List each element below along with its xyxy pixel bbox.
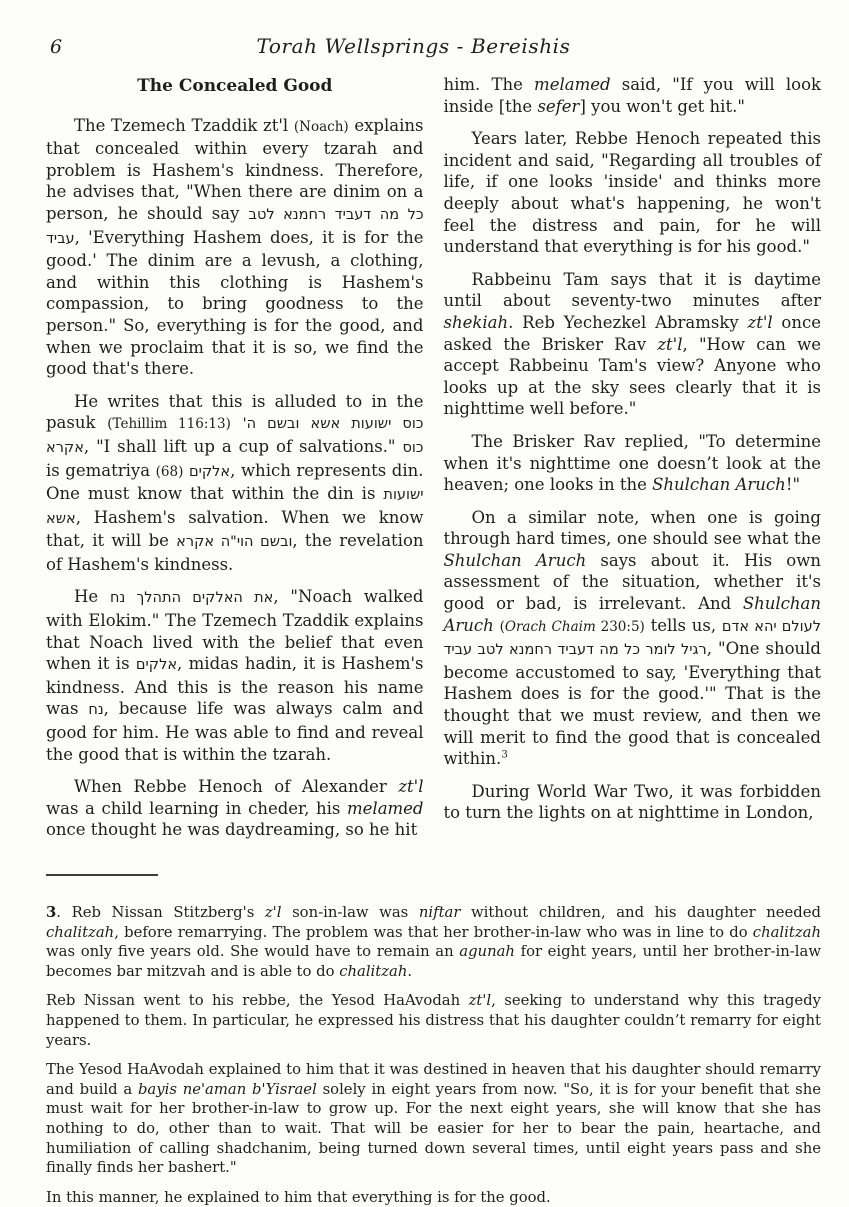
right-column-paragraphs (444, 74, 822, 824)
left-column (46, 74, 424, 852)
styled-text: Orach Chaim (504, 618, 596, 635)
styled-text: 230:5) (595, 618, 645, 635)
footnotes-section (46, 874, 821, 1207)
styled-text: (Noach) (293, 118, 349, 135)
footnote-paragraphs (46, 903, 821, 1207)
paragraph: The Tzemech Tzaddik zt'l (Noach) explains that concealed within every tzarah and problem is Hashem's kindness. Therefore, he advises that, "When there are dinim on a person, he should say כל מה דעביד רחמנא לטב עביד, 'Everything Hashem does, it is for the good.' The dinim are a levush, a clothing, and within this clothing is Hashem's compassion, to bring goodness to the person." So, everything is for the good, and when we proclaim that it is so, we find the good that's there. (46, 115, 424, 379)
styled-text: bayis ne'aman b'Yisrael (137, 1080, 317, 1098)
paragraph: During World War Two, it was forbidden to turn the lights on at nighttime in London, (443, 781, 821, 823)
footnote-separator (46, 874, 158, 876)
styled-text: ( (499, 618, 505, 635)
book-title: Torah Wellsprings - Bereishis (256, 34, 571, 58)
hebrew-text: ובשם הוי"ה אקרא (176, 534, 293, 551)
styled-text: z'l (264, 904, 282, 921)
text-columns (46, 74, 821, 852)
styled-text: zt'l (398, 777, 424, 797)
paragraph: Rabbeinu Tam says that it is daytime until about seventy-two minutes after shekiah. Reb Yechezkel Abramsky zt'l once asked the Brisker Rav zt'l, "How can we accept Rabbeinu Tam's view? Anyone who looks up at the sky sees clearly that it is nighttime well before." (443, 269, 822, 419)
paragraph: When Rebbe Henoch of Alexander zt'l was a child learning in cheder, his melamed once thought he was daydreaming, so he hit (46, 777, 424, 840)
styled-text: chalitzah (752, 923, 821, 941)
left-column-paragraphs (46, 115, 424, 841)
hebrew-text: נח (88, 702, 104, 719)
hebrew-text: כל מה דעביד רחמנא לטב עביד (46, 206, 424, 247)
hebrew-text: לעולם יהא אדם רגיל לומר כל מה דעביד רחמנא לטב עביד (443, 618, 821, 659)
page-header (46, 34, 821, 64)
right-column (444, 74, 822, 852)
section-heading: The Concealed Good (137, 76, 333, 96)
hebrew-text: כוס ישועות אשא ובשם ה' אקרא (46, 416, 424, 456)
paragraph: The Yesod HaAvodah explained to him that it was destined in heaven that his daughter should remarry and build a bayis ne'aman b'Yisrael solely in eight years from now. "So, it is for your benefit that she must wait for her brother-in-law to grow up. For the next eight years, she will know that she has nothing to do, other than to wait. That will be easier for her to bear the pain, heartache, and humiliation of calling shadchanim, being turned down several times, until eight years pass and she finally finds her bashert." (46, 1061, 821, 1177)
paragraph: Reb Nissan went to his rebbe, the Yesod HaAvodah zt'l, seeking to understand why this tragedy happened to them. In particular, he expressed his distress that his daughter couldn’t remarry for eight years. (46, 992, 821, 1049)
styled-text: zt'l (747, 312, 773, 332)
styled-text: agunah (459, 943, 515, 961)
hebrew-text: את האלקים התהלך נח (110, 590, 274, 607)
styled-text: Shulchan Aruch (443, 550, 587, 570)
styled-text: 3 (46, 904, 57, 921)
hebrew-text: אלקים (135, 657, 178, 674)
footnote-reference: 3 (501, 749, 508, 761)
hebrew-text: ישועות אשא (46, 487, 424, 527)
styled-text: melamed (347, 798, 424, 818)
paragraph: He את האלקים התהלך נח, "Noach walked with Elokim." The Tzemech Tzaddik explains that Noach lived with the belief that even when it is אלקים, midas hadin, it is Hashem's kindness. And this is the reason his name was נח, because life was always calm and good for him. He was able to find and reveal the good that is within the tzarah. (46, 587, 424, 764)
styled-text: Shulchan Aruch (652, 475, 786, 495)
paragraph: In this manner, he explained to him that everything is for the good. (46, 1188, 551, 1206)
page-number: 6 (50, 36, 63, 58)
styled-text: zt'l (468, 992, 492, 1010)
styled-text: niftar (418, 904, 461, 921)
styled-text: (Tehillim 116:13) (107, 416, 231, 433)
styled-text: melamed (534, 75, 611, 94)
paragraph: him. The melamed said, "If you will look inside [the sefer] you won't get hit." (443, 75, 821, 116)
styled-text: zt'l (657, 334, 683, 354)
hebrew-text: אלקים (188, 463, 231, 480)
styled-text: shekiah (443, 312, 509, 332)
styled-text: (68) (155, 463, 184, 480)
styled-text: sefer (537, 96, 580, 116)
styled-text: Shulchan Aruch (443, 594, 821, 635)
paragraph: On a similar note, when one is going through hard times, one should see what the Shulchan Aruch says about it. His own assessment of the situation, whether it's good or bad, is irrelevant. And Shulchan Aruch (Orach Chaim 230:5) tells us, לעולם יהא אדם רגיל לומר כל מה דעביד רחמנא לטב עביד, "One should become accustomed to say, 'Everything that Hashem does is for the good.'" That is the thought that we must review, and then we will merit to find the good that is concealed within.$^3$ (443, 507, 821, 769)
paragraph: The Brisker Rav replied, "To determine when it's nighttime one doesn’t look at the heaven; one looks in the Shulchan Aruch!" (443, 431, 821, 495)
hebrew-text: כוס (402, 439, 424, 456)
paragraph: 3. Reb Nissan Stitzberg's z'l son-in-law was niftar without children, and his daughter needed chalitzah, before remarrying. The problem was that her brother-in-law who was in line to do chalitzah was only five years old. She would have to remain an agunah for eight years, until her brother-in-law becomes bar mitzvah and is able to do chalitzah. (46, 904, 821, 980)
styled-text: chalitzah (339, 962, 408, 980)
styled-text: chalitzah (46, 923, 115, 941)
paragraph: He writes that this is alluded to in the pasuk (Tehillim 116:13) כוס ישועות אשא ובשם ה' אקרא, "I shall lift up a cup of salvations." כוס is gematriya (68) אלקים, which represents din. One must know that within the din is ישועות אשא, Hashem's salvation. When we know that, it will be ובשם הוי"ה אקרא, the revelation of Hashem's kindness. (46, 391, 424, 574)
paragraph: Years later, Rebbe Henoch repeated this incident and said, "Regarding all troubles of life, if one looks 'inside' and thinks more deeply about what's happening, he won't feel the distress and pain, for he will understand that everything is for his good." (443, 129, 821, 257)
